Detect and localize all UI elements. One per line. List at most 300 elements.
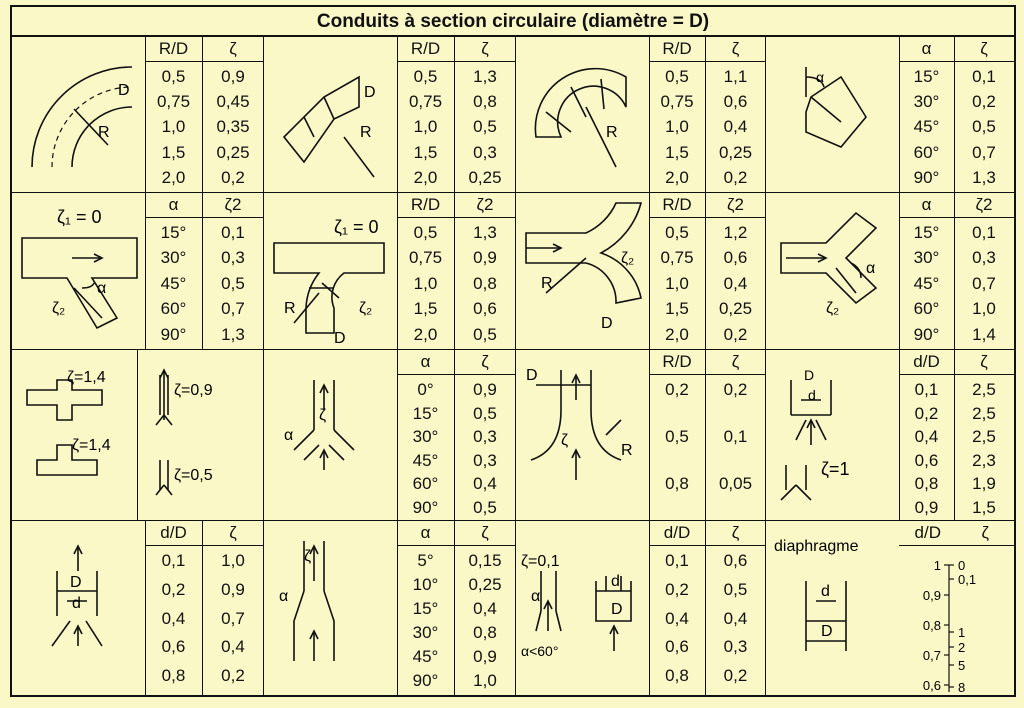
table-cell: 0,5	[161, 67, 186, 86]
table-cell: 1,2	[723, 223, 748, 242]
fitting-diagram	[12, 37, 145, 193]
scale-tick-label: 2	[958, 640, 966, 655]
table-cell: 1,0	[413, 117, 438, 137]
fitting-diagram	[12, 193, 145, 350]
table-cell: 45°	[913, 273, 940, 293]
table-cell: 0,45	[216, 92, 250, 112]
table-cell: 0,25	[468, 167, 502, 187]
fitting-diagram-svg	[12, 37, 145, 193]
symbol-label: ζ	[304, 548, 312, 565]
table-cell: 60°	[412, 474, 439, 493]
table-cell: 0,8	[473, 623, 497, 642]
symbol-label: R	[621, 442, 633, 459]
table-cell: 0,5	[665, 67, 689, 86]
table-cell: 1,5	[413, 299, 438, 319]
table-cell: 1,1	[723, 67, 748, 86]
table-cell: 1,5	[972, 497, 996, 517]
table-cell: 30°	[412, 623, 439, 642]
table-cell: 15°	[913, 67, 940, 86]
fitting-cell	[766, 521, 1014, 695]
table-cell: 0,6	[665, 637, 689, 657]
table-cell: 0,9	[914, 497, 939, 517]
coefficient-table	[899, 193, 1014, 350]
column-header: d/D	[160, 523, 187, 542]
symbol-stroke	[324, 591, 334, 661]
table-cell: 0,9	[473, 380, 497, 399]
table-cell: 15°	[412, 403, 439, 423]
column-header: R/D	[410, 195, 441, 214]
table-cell: 0,5	[473, 497, 497, 517]
symbol-label: D	[821, 623, 833, 640]
column-header: R/D	[158, 39, 189, 58]
cell-divider	[649, 37, 650, 192]
table-cell: 0,4	[723, 273, 748, 293]
column-header: R/D	[662, 195, 692, 214]
table-cell: 90°	[913, 324, 940, 344]
coefficient-table	[649, 193, 766, 350]
fitting-cell	[766, 37, 1014, 193]
table-cell: 1,5	[413, 142, 438, 162]
column-header: ζ	[731, 39, 740, 58]
table-cell: 0,05	[718, 474, 753, 493]
table-cell: 2,0	[665, 324, 689, 344]
fitting-diagram	[766, 521, 899, 695]
symbol-stroke	[816, 420, 826, 440]
table-cell: 0,6	[914, 450, 939, 470]
symbol-label: ζ₂	[621, 250, 635, 267]
symbol-stroke	[796, 485, 811, 500]
fitting-cell	[766, 193, 1014, 350]
table-cell: 0,75	[660, 248, 694, 268]
symbol-label: D	[70, 574, 82, 591]
fitting-diagram-svg	[264, 193, 397, 350]
symbol-label: ζ=1,4	[72, 437, 111, 454]
column-header: d/D	[913, 352, 940, 371]
fitting-diagram	[516, 350, 649, 521]
table-cell: 1,3	[473, 67, 497, 86]
fitting-cell	[264, 521, 516, 695]
table-cell: 0,5	[473, 324, 497, 344]
symbol-stroke	[836, 268, 856, 293]
symbol-label: d	[611, 573, 620, 590]
symbol-label: α	[284, 427, 294, 444]
scale-tick-label: 5	[958, 658, 966, 673]
symbol-label: ζ=0,5	[174, 467, 213, 484]
table-cell: 0,1	[972, 67, 996, 86]
symbol-label: ζ₂	[826, 300, 840, 317]
fitting-diagram-svg	[766, 193, 899, 350]
scale-tick-label: 8	[958, 680, 966, 695]
symbol-stroke	[781, 485, 796, 500]
coefficient-table	[649, 521, 766, 695]
table-cell: 0,2	[914, 403, 939, 423]
fitting-cell	[264, 193, 516, 350]
symbol-label: ζ₂	[52, 300, 66, 317]
column-header: α	[921, 39, 932, 58]
fitting-diagram-svg	[138, 350, 264, 521]
table-cell: 0,2	[161, 579, 186, 599]
scale-tick-label: 0	[958, 558, 966, 573]
column-header: d/D	[663, 523, 691, 542]
scale-tick-label: 0,6	[922, 678, 941, 693]
symbol-stroke	[322, 283, 339, 298]
scale-tick-label: 1	[958, 625, 966, 640]
table-cell: 0,3	[723, 637, 748, 657]
symbol-stroke	[329, 445, 344, 460]
table-cell: 0°	[417, 380, 434, 399]
cell-divider	[145, 521, 146, 695]
table-cell: 15°	[160, 223, 187, 242]
column-header: α	[168, 195, 179, 214]
table-cell: 0,2	[221, 666, 245, 686]
table-cell: 0,5	[473, 117, 497, 137]
fitting-diagram	[264, 193, 397, 350]
table-cell: 1,5	[161, 142, 186, 162]
symbol-label: D	[334, 330, 346, 347]
column-header: ζ	[481, 39, 489, 58]
table-cell: 0,75	[408, 248, 443, 268]
coefficient-table	[899, 37, 1014, 193]
fitting-diagram	[12, 350, 138, 521]
symbol-label: ζ=1,4	[67, 369, 106, 386]
column-header: ζ	[481, 523, 489, 542]
symbol-stroke	[324, 97, 334, 119]
table-cell: 0,2	[972, 92, 996, 112]
table-cell: 1,3	[221, 324, 245, 344]
table-cell: 30°	[913, 92, 940, 112]
table-cell: 0,7	[972, 142, 996, 162]
table-cell: 0,25	[718, 299, 753, 319]
symbol-stroke	[556, 611, 561, 631]
symbol-label: ζ	[561, 432, 569, 449]
symbol-stroke	[606, 420, 621, 435]
fitting-diagram	[264, 37, 397, 193]
column-header: ζ	[229, 523, 237, 542]
column-header: ζ	[981, 523, 989, 542]
fitting-cell	[12, 193, 264, 350]
table-cell: 0,9	[221, 67, 245, 86]
table-cell: 0,1	[972, 223, 996, 242]
table-cell: 0,4	[221, 637, 245, 657]
table-cell: 0,25	[216, 142, 250, 162]
symbol-label: ζ₂	[359, 300, 373, 317]
symbol-stroke	[284, 77, 359, 162]
column-header: d/D	[914, 523, 941, 542]
column-header: α	[420, 352, 431, 371]
column-header: ζ2	[975, 195, 993, 214]
table-cell: 0,75	[408, 92, 443, 112]
fitting-diagram-svg	[516, 521, 649, 695]
scale-tick-label: 0,1	[958, 572, 977, 587]
table-cell: 2,0	[161, 167, 186, 187]
table-cell: 0,1	[161, 551, 186, 570]
fitting-diagram	[12, 521, 145, 695]
table-cell: 0,8	[665, 666, 689, 686]
fitting-diagram-svg	[264, 350, 397, 521]
table-cell: 2,3	[972, 450, 996, 470]
column-header: R/D	[410, 39, 441, 58]
table-cell: 0,6	[723, 92, 748, 112]
symbol-label: ζ=0,9	[174, 382, 213, 399]
coefficient-table	[145, 193, 264, 350]
table-cell: 0,5	[665, 223, 689, 242]
symbol-stroke	[811, 97, 841, 122]
table-cell: 45°	[412, 647, 439, 666]
table-cell: 0,4	[473, 474, 497, 493]
symbol-stroke	[294, 430, 314, 450]
table-cell: 0,3	[473, 142, 497, 162]
table-cell: 0,6	[473, 299, 497, 319]
fitting-diagram	[766, 350, 899, 521]
symbol-label: d	[72, 595, 81, 612]
table-cell: 1,3	[972, 167, 996, 187]
table-cell: 45°	[412, 450, 439, 470]
table-cell: 0,25	[468, 575, 502, 594]
symbol-label: α	[531, 588, 541, 605]
table-cell: 0,3	[221, 248, 245, 268]
table-cell: 2,5	[972, 427, 996, 446]
column-header: ζ	[481, 352, 489, 371]
table-cell: 2,0	[665, 167, 689, 187]
fitting-cell	[516, 37, 766, 193]
symbol-label: ζ₁ = 0	[334, 217, 379, 237]
table-cell: 0,2	[723, 380, 748, 399]
coefficient-table	[397, 521, 516, 695]
symbol-label: R	[98, 124, 110, 141]
fitting-diagram-svg	[766, 37, 899, 193]
table-cell: 0,9	[221, 579, 245, 599]
table-cell: 1,0	[972, 299, 996, 319]
fitting-diagram-svg	[12, 193, 145, 350]
fitting-cell	[12, 521, 264, 695]
table-cell: 1,5	[665, 299, 689, 319]
scale-tick-label: 0,7	[922, 648, 941, 663]
fitting-diagram-svg	[12, 521, 145, 695]
table-cell: 0,4	[914, 427, 939, 446]
symbol-label: D	[526, 367, 538, 384]
table-cell: 1,4	[972, 324, 996, 344]
column-header: ζ2	[224, 195, 242, 214]
symbol-label: D	[118, 82, 130, 99]
symbol-stroke	[27, 380, 102, 420]
table-cell: 0,4	[665, 608, 689, 628]
scale-tick-label: 0,9	[922, 588, 941, 603]
coefficient-table	[397, 350, 516, 521]
symbol-stroke	[571, 87, 586, 117]
table-cell: 0,1	[914, 380, 939, 399]
table-cell: 0,1	[665, 551, 689, 570]
table-cell: 2,0	[413, 167, 438, 187]
table-cell: 0,2	[723, 666, 748, 686]
fitting-diagram-svg	[264, 521, 397, 695]
symbol-label: α	[97, 280, 107, 297]
table-cell: 0,7	[221, 299, 245, 319]
fitting-diagram-svg	[516, 350, 649, 521]
cell-divider	[649, 193, 650, 349]
table-cell: 0,5	[723, 579, 748, 599]
table-cell: 0,3	[972, 248, 996, 268]
table-cell: 30°	[160, 248, 187, 268]
symbol-label: α<60°	[521, 643, 559, 659]
table-cell: 1,0	[473, 671, 497, 690]
table-cell: 0,8	[914, 474, 939, 493]
symbol-stroke	[601, 79, 604, 109]
table-cell: 0,7	[221, 608, 245, 628]
symbol-label: D	[601, 315, 613, 332]
column-header: ζ	[980, 352, 988, 371]
fitting-cell	[12, 350, 264, 521]
table-cell: 0,4	[473, 599, 497, 618]
table-cell: 1,0	[221, 551, 245, 570]
column-header: R/D	[662, 352, 692, 371]
table-cell: 45°	[160, 273, 187, 293]
table-cell: 0,8	[665, 474, 689, 493]
symbol-stroke	[52, 621, 70, 646]
table-cell: 30°	[412, 427, 439, 446]
column-header: ζ2	[476, 195, 494, 214]
column-header: ζ	[731, 523, 740, 542]
symbol-label: R	[284, 300, 296, 317]
symbol-stroke	[334, 430, 354, 450]
nomogram	[899, 547, 1014, 695]
symbol-label: R	[541, 275, 553, 292]
symbol-label: ζ=0,1	[521, 553, 560, 570]
cell-divider	[397, 37, 398, 192]
fitting-diagram	[516, 521, 649, 695]
column-header: α	[420, 523, 431, 542]
scale-table	[899, 521, 1014, 695]
table-cell: 60°	[160, 299, 187, 319]
cell-divider	[397, 193, 398, 349]
table-cell: 2,5	[972, 380, 996, 399]
cell-divider	[145, 37, 146, 192]
table-cell: 0,1	[221, 223, 245, 242]
symbol-label: R	[360, 124, 372, 141]
symbol-stroke	[82, 283, 94, 288]
fitting-cell	[264, 350, 516, 521]
fitting-diagram	[264, 521, 397, 695]
symbol-label: α	[279, 588, 289, 605]
coefficient-sheet	[10, 5, 1016, 697]
cell-divider	[397, 521, 398, 695]
table-cell: 0,2	[723, 167, 748, 187]
symbol-stroke	[531, 410, 561, 460]
symbol-label: D	[804, 367, 815, 383]
table-cell: 30°	[913, 248, 940, 268]
scale-tick-label: 0,8	[922, 618, 941, 633]
table-cell: 0,8	[161, 666, 186, 686]
table-cell: 0,6	[161, 637, 186, 657]
table-cell: 90°	[412, 671, 439, 690]
symbol-stroke	[22, 238, 137, 328]
table-cell: 15°	[412, 599, 439, 618]
table-cell: 0,2	[221, 167, 245, 187]
coefficient-table	[649, 37, 766, 193]
table-cell: 0,15	[468, 551, 502, 570]
column-header: ζ	[229, 39, 237, 58]
table-cell: 0,75	[660, 92, 694, 112]
table-cell: 1,0	[665, 117, 689, 137]
coefficient-table	[397, 37, 516, 193]
coefficient-table	[145, 521, 264, 695]
fitting-diagram-svg	[12, 350, 138, 521]
table-cell: 90°	[913, 167, 940, 187]
table-cell: 1,0	[161, 117, 186, 137]
table-cell: 0,2	[665, 380, 689, 399]
table-cell: 0,6	[723, 248, 748, 268]
symbol-label: d	[821, 583, 830, 600]
table-cell: 0,7	[972, 273, 996, 293]
table-cell: 1,0	[665, 273, 689, 293]
table-cell: 0,25	[718, 142, 753, 162]
coefficient-table	[649, 350, 766, 521]
table-cell: 0,3	[473, 450, 497, 470]
fitting-diagram	[766, 37, 899, 193]
column-header: ζ2	[727, 195, 744, 214]
fitting-cell	[516, 193, 766, 350]
table-cell: 90°	[160, 324, 187, 344]
symbol-label: α	[816, 69, 825, 85]
table-cell: 0,5	[473, 403, 497, 423]
symbol-label: D	[611, 601, 623, 618]
cell-divider	[899, 350, 900, 520]
symbol-stroke	[796, 420, 806, 440]
table-cell: 0,2	[723, 324, 748, 344]
cell-divider	[397, 350, 398, 520]
fitting-diagram-svg	[516, 37, 649, 193]
fitting-cell	[516, 521, 766, 695]
fitting-diagram	[516, 193, 649, 350]
symbol-stroke	[86, 621, 102, 646]
symbol-label: ζ	[319, 407, 327, 424]
table-cell: 45°	[913, 117, 940, 137]
table-cell: 1,5	[665, 142, 689, 162]
table-cell: 1,0	[413, 273, 438, 293]
cell-divider	[649, 350, 650, 520]
symbol-stroke	[304, 117, 314, 137]
table-cell: 10°	[412, 575, 439, 594]
table-cell: 60°	[913, 142, 940, 162]
table-cell: 2,5	[972, 403, 996, 423]
table-cell: 0,1	[723, 427, 748, 446]
symbol-label: R	[606, 124, 618, 141]
table-cell: 0,9	[473, 248, 497, 268]
table-cell: 0,4	[161, 608, 186, 628]
symbol-stroke	[294, 591, 304, 661]
table-cell: 0,8	[473, 273, 497, 293]
fitting-cell	[516, 350, 766, 521]
column-header: ζ	[731, 352, 740, 371]
table-cell: 2,0	[413, 324, 438, 344]
fitting-diagram	[264, 350, 397, 521]
fitting-cell	[264, 37, 516, 193]
table-cell: 15°	[913, 223, 940, 242]
fitting-diagram	[516, 37, 649, 193]
table-cell: 5°	[417, 551, 434, 570]
coefficient-table	[899, 350, 1014, 521]
symbol-stroke	[304, 445, 319, 460]
table-cell: 0,6	[723, 551, 748, 570]
fitting-diagram-svg	[516, 193, 649, 350]
table-cell: 1,9	[972, 474, 996, 493]
table-cell: 0,5	[972, 117, 996, 137]
table-cell: 0,5	[665, 427, 689, 446]
symbol-stroke	[156, 415, 164, 425]
table-cell: 0,2	[665, 579, 689, 599]
cell-divider	[145, 193, 146, 349]
symbol-label: D	[364, 84, 376, 101]
fitting-cell	[12, 37, 264, 193]
